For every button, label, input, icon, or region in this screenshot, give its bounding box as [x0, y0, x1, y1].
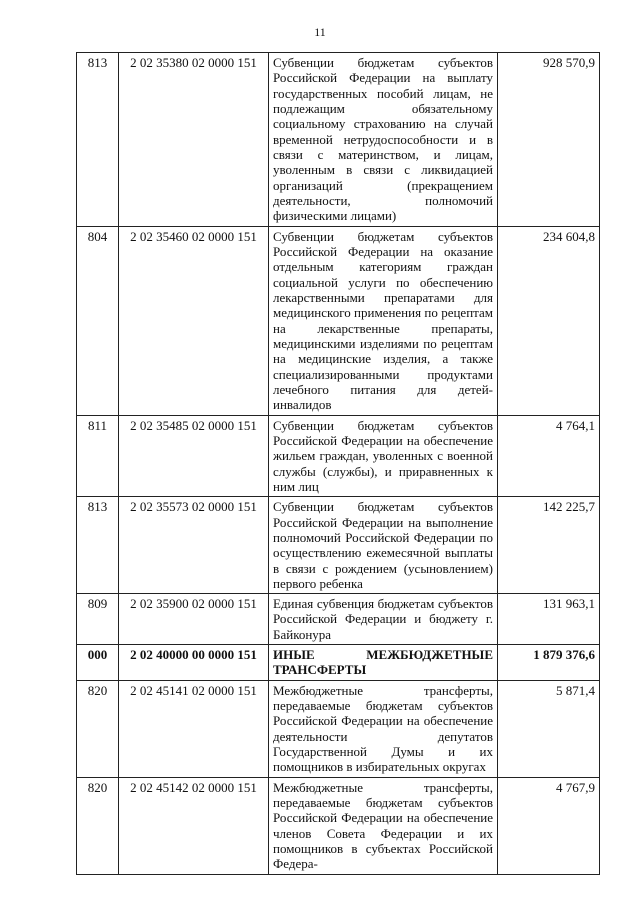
revenue-name-cell: Межбюджетные трансферты, передаваемые бюджетам субъектов Российской Федерации на обеспечение членов Совета Федерации и их помощников в субъектах Российской Федера- — [269, 777, 498, 874]
table-row — [77, 777, 600, 874]
budget-classification-code-cell: 2 02 40000 00 0000 151 — [119, 645, 269, 681]
revenue-name-cell: Межбюджетные трансферты, передаваемые бюджетам субъектов Российской Федерации на обеспечение деятельности депутатов Государственной Думы и их помощников в избирательных округах — [269, 680, 498, 777]
admin-code-cell: 813 — [77, 53, 119, 227]
admin-code-cell: 811 — [77, 415, 119, 497]
budget-classification-code-cell: 2 02 35460 02 0000 151 — [119, 226, 269, 415]
admin-code-cell: 804 — [77, 226, 119, 415]
amount-cell: 1 879 376,6 — [498, 645, 600, 681]
table-row — [77, 497, 600, 594]
budget-classification-code-cell: 2 02 45141 02 0000 151 — [119, 680, 269, 777]
budget-table — [76, 52, 600, 875]
amount-cell: 131 963,1 — [498, 594, 600, 645]
budget-classification-code-cell: 2 02 35380 02 0000 151 — [119, 53, 269, 227]
table-row — [77, 415, 600, 497]
table-row — [77, 680, 600, 777]
revenue-name-cell: Единая субвенция бюджетам субъектов Российской Федерации и бюджету г. Байконура — [269, 594, 498, 645]
admin-code-cell: 000 — [77, 645, 119, 681]
admin-code-cell: 813 — [77, 497, 119, 594]
revenue-name-cell: Субвенции бюджетам субъектов Российской Федерации на выплату государственных пособий лицам, не подлежащим обязательному социальному страхованию на случай временной нетрудоспособности и в связи с материнством, и лицам, уволенным в связи с ликвидацией организаций (прекращением деятельности, полномочий физическими лицами) — [269, 53, 498, 227]
budget-classification-code-cell: 2 02 35573 02 0000 151 — [119, 497, 269, 594]
revenue-name-cell: Субвенции бюджетам субъектов Российской Федерации на выполнение полномочий Российской Федерации по осуществлению ежемесячной выплаты в связи с рождением (усыновлением) первого ребенка — [269, 497, 498, 594]
admin-code-cell: 809 — [77, 594, 119, 645]
section-title-cell: ИНЫЕ МЕЖБЮДЖЕТНЫЕ ТРАНСФЕРТЫ — [269, 645, 498, 681]
amount-cell: 4 764,1 — [498, 415, 600, 497]
amount-cell: 234 604,8 — [498, 226, 600, 415]
amount-cell: 142 225,7 — [498, 497, 600, 594]
section-total-row — [77, 645, 600, 681]
amount-cell: 4 767,9 — [498, 777, 600, 874]
budget-classification-code-cell: 2 02 45142 02 0000 151 — [119, 777, 269, 874]
admin-code-cell: 820 — [77, 680, 119, 777]
table-row — [77, 594, 600, 645]
budget-classification-code-cell: 2 02 35900 02 0000 151 — [119, 594, 269, 645]
table-row — [77, 53, 600, 227]
page-number: 11 — [314, 25, 326, 39]
revenue-name-cell: Субвенции бюджетам субъектов Российской Федерации на обеспечение жильем граждан, уволенных с военной службы (службы), и приравненных к ним лиц — [269, 415, 498, 497]
admin-code-cell: 820 — [77, 777, 119, 874]
amount-cell: 928 570,9 — [498, 53, 600, 227]
revenue-name-cell: Субвенции бюджетам субъектов Российской Федерации на оказание отдельным категориям граждан социальной услуги по обеспечению лекарственными препаратами для медицинского применения по рецептам на лекарственные препараты, медицинскими изделиями по рецептам на медицинские изделия, а также специализированными продуктами лечебного питания для детей-инвалидов — [269, 226, 498, 415]
table-row — [77, 226, 600, 415]
amount-cell: 5 871,4 — [498, 680, 600, 777]
budget-classification-code-cell: 2 02 35485 02 0000 151 — [119, 415, 269, 497]
